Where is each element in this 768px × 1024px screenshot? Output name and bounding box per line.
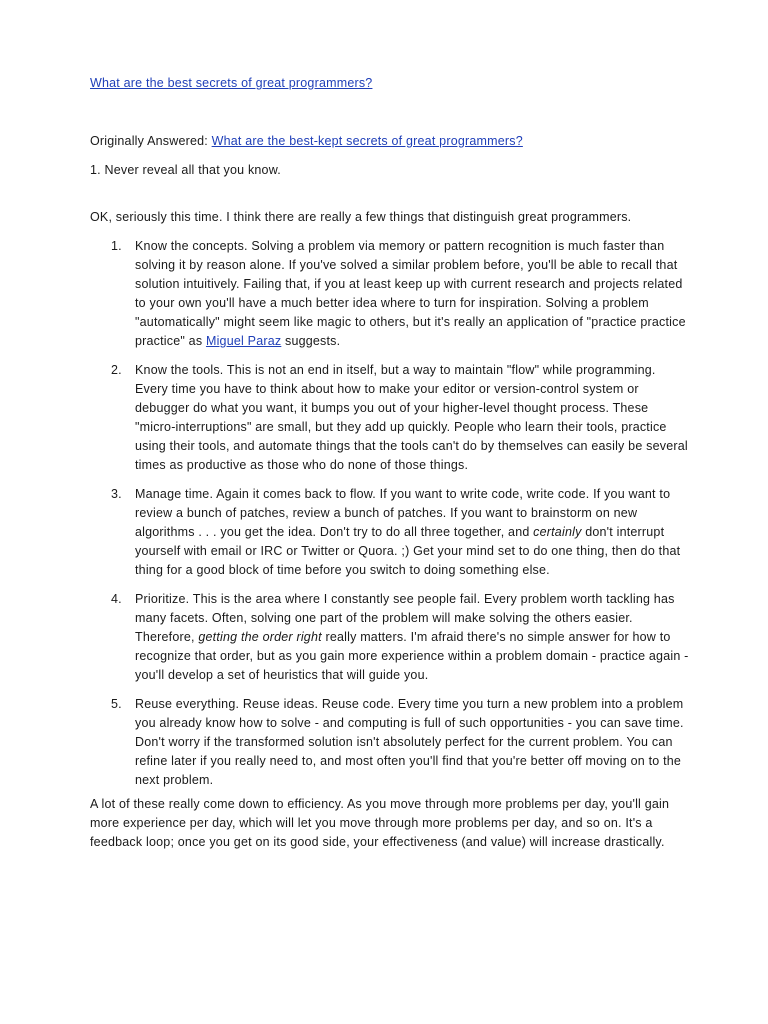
list-item-number: 1. [111, 239, 122, 253]
list-item-text-end: suggests. [281, 334, 341, 348]
intro-paragraph: OK, seriously this time. I think there are really a few things that distinguish great programmers. [90, 210, 632, 224]
list-item-text: Know the concepts. Solving a problem via memory or pattern recognition is much faster than solving it by reason alone. If you've solved a similar problem before, you'll be able to recall that solution intuitively. Failing that, if you at least keep up with current research and projects related to your own you'll have a much better idea where to turn for inspiration. Solving a problem "automatically" might seem like magic to others, but it's really an application of "practice practice practice" as [135, 239, 686, 348]
list-item-text: Reuse everything. Reuse ideas. Reuse code. Every time you turn a new problem into a problem you already know how to solve - and computing is full of such opportunities - you can save time. Don't worry if the transformed solution isn't absolutely perfect for the current problem. You can refine later if you really need to, and most often you'll find that you're better off moving on to the next problem. [135, 697, 684, 787]
list-item-text: Know the tools. This is not an end in itself, but a way to maintain "flow" while programming. Every time you have to think about how to make your editor or version-control system or debugger do what you want, it bumps you out of your higher-level thought process. These "micro-interruptions" are small, but they add up quickly. People who learn their tools, practice using their tools, and automate things that the tools can't do by themselves can easily be several times as productive as those who do none of those things. [135, 363, 688, 472]
list-item-number: 3. [111, 487, 122, 501]
question-title [90, 74, 372, 92]
point-one: 1. Never reveal all that you know. [90, 163, 281, 177]
secrets-list [90, 237, 690, 800]
list-item-text: Manage time. Again it comes back to flow. If you want to write code, write code. If you want to review a bunch of patches, review a bunch of patches. If you want to brainstorm on new algorithms . . . you get the idea. Don't try to do all three together, and [135, 487, 671, 539]
list-item [90, 590, 690, 685]
list-item [90, 361, 690, 475]
originally-answered-prefix: Originally Answered: [90, 134, 212, 148]
list-item [90, 485, 690, 580]
list-item-number: 5. [111, 697, 122, 711]
list-item-text-end: don't interrupt yourself with email or IRC or Twitter or Quora. ;) Get your mind set to do one thing, then do that thing for a good block of time before you switch to doing something else. [135, 525, 681, 577]
originally-answered-line [90, 132, 523, 150]
list-item [90, 237, 690, 351]
list-item-number: 2. [111, 363, 122, 377]
list-item-emphasis: getting the order right [198, 630, 322, 644]
list-item [90, 695, 690, 790]
list-item-text: Prioritize. This is the area where I constantly see people fail. Every problem worth tackling has many facets. Often, solving one part of the problem will make solving the others easier. Therefore, [135, 592, 675, 644]
list-item-number: 4. [111, 592, 122, 606]
list-item-emphasis: certainly [533, 525, 582, 539]
miguel-paraz-link[interactable]: Miguel Paraz [205, 334, 282, 348]
closing-paragraph: A lot of these really come down to efficiency. As you move through more problems per day, you'll gain more experience per day, which will let you move through more problems per day, and so on. It's a feedback loop; once you get on its good side, your effectiveness (and value) will increase drastically. [90, 797, 670, 849]
original-question-link[interactable]: What are the best-kept secrets of great programmers? [211, 134, 523, 148]
question-link[interactable]: What are the best secrets of great programmers? [90, 76, 373, 90]
list-item-text-end: really matters. I'm afraid there's no simple answer for how to recognize that order, but as you gain more experience within a problem domain - practice again - you'll develop a set of heuristics that will guide you. [135, 630, 689, 682]
